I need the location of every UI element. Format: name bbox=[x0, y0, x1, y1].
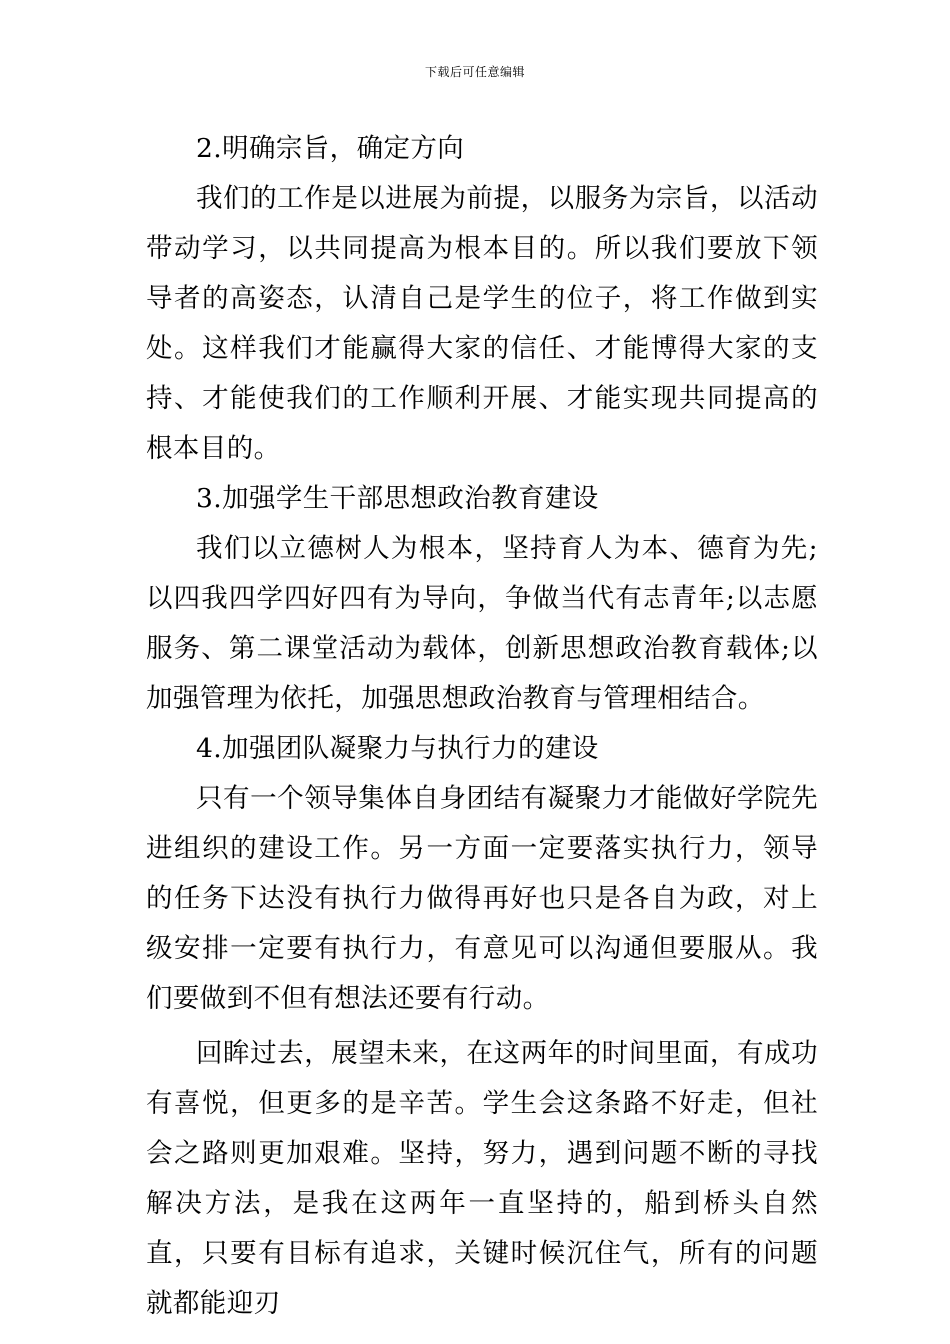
paragraph-education: 我们以立德树人为根本，坚持育人为本、德育为先;以四我四学四好四有为导向，争做当代有志青年;以志愿服务、第二课堂活动为载体，创新思想政治教育载体;以加强管理为依托，加强思想政治教育与管理相结合。 bbox=[146, 533, 818, 714]
paragraph-cohesion: 只有一个领导集体自身团结有凝聚力才能做好学院先进组织的建设工作。另一方面一定要落实执行力，领导的任务下达没有执行力做得再好也只是各自为政，对上级安排一定要有执行力，有意见可以沟通但要服从。我们要做到不但有想法还要有行动。 bbox=[146, 783, 818, 1014]
document-body bbox=[146, 124, 818, 1329]
section-heading-4: 4.加强团队凝聚力与执行力的建设 bbox=[196, 733, 599, 764]
page-header: 下载后可任意编辑 bbox=[424, 65, 525, 79]
section-heading-3: 3.加强学生干部思想政治教育建设 bbox=[196, 483, 599, 514]
paragraph-purpose: 我们的工作是以进展为前提，以服务为宗旨，以活动带动学习，以共同提高为根本目的。所以我们要放下领导者的高姿态，认清自己是学生的位子，将工作做到实处。这样我们才能赢得大家的信任、才能博得大家的支持、才能使我们的工作顺利开展、才能实现共同提高的根本目的。 bbox=[146, 183, 818, 464]
paragraph-retrospect: 回眸过去，展望未来，在这两年的时间里面，有成功有喜悦，但更多的是辛苦。学生会这条路不好走，但社会之路则更加艰难。坚持，努力，遇到问题不断的寻找解决方法，是我在这两年一直坚持的，船到桥头自然直，只要有目标有追求，关键时候沉住气，所有的问题就都能迎刃 bbox=[146, 1038, 818, 1319]
section-heading-2: 2.明确宗旨，确定方向 bbox=[196, 133, 465, 164]
